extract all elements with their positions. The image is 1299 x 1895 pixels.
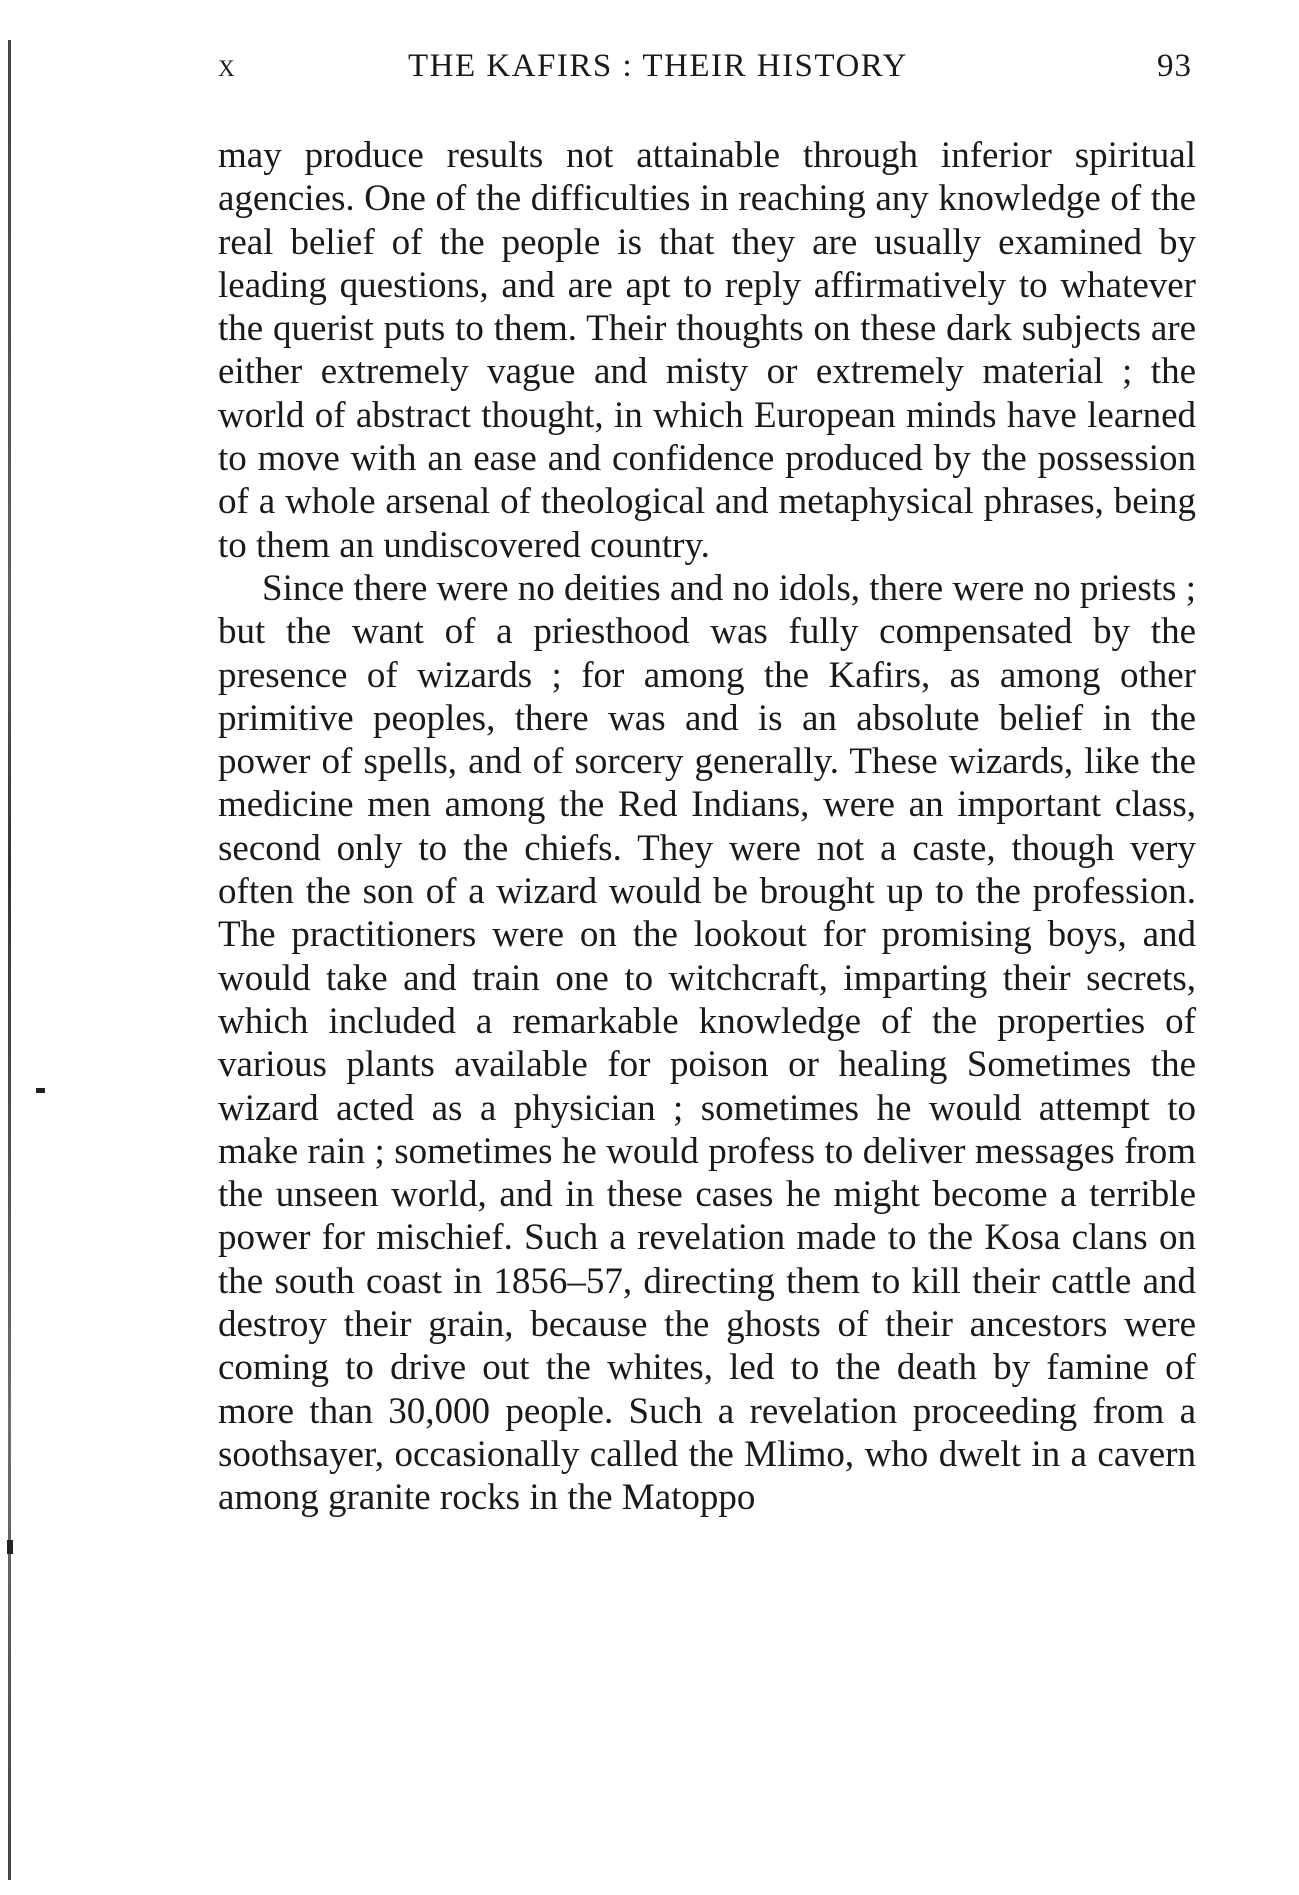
running-head [218, 48, 1192, 98]
paragraph: may produce results not attainable through inferior spiritual agencies. One of the difficulties in reaching any knowledge of the real belief of the people is that they are usually examined by leading questions, and are apt to reply affirmatively to whatever the querist puts to them. Their thoughts on these dark subjects are either extremely vague and misty or extremely material ; the world of abstract thought, in which European minds have learned to move with an ease and confidence produced by the possession of a whole arsenal of theological and metaphysical phrases, being to them an undiscovered country. [218, 135, 1196, 566]
scan-mark [36, 1088, 45, 1093]
body-text [218, 134, 1196, 1520]
page-number: 93 [1157, 48, 1192, 84]
running-title: THE KAFIRS : THEIR HISTORY [408, 48, 908, 84]
chapter-number: x [218, 48, 236, 84]
paragraph: Since there were no deities and no idols, there were no priests ; but the want of a priesthood was fully compensated by the presence of wizards ; for among the Kafirs, as among other primitive peoples, there was and is an absolute belief in the power of spells, and of sorcery generally. These wizards, like the medicine men among the Red Indians, were an important class, second only to the chiefs. They were not a caste, though very often the son of a wizard would be brought up to the profession. The practitioners were on the lookout for promising boys, and would take and train one to witchcraft, imparting their secrets, which included a remarkable knowledge of the properties of various plants available for poison or healing Sometimes the wizard acted as a physician ; sometimes he would attempt to make rain ; sometimes he would profess to deliver messages from the unseen world, and in these cases he might become a terrible power for mischief. Such a revelation made to the Kosa clans on the south coast in 1856–57, directing them to kill their cattle and destroy their grain, because the ghosts of their ancestors were coming to drive out the whites, led to the death by famine of more than 30,000 people. Such a revelation proceeding from a soothsayer, occasionally called the Mlimo, who dwelt in a cavern among granite rocks in the Matoppo [218, 567, 1196, 1519]
binding-edge [8, 40, 11, 1880]
scan-mark [7, 1540, 13, 1554]
